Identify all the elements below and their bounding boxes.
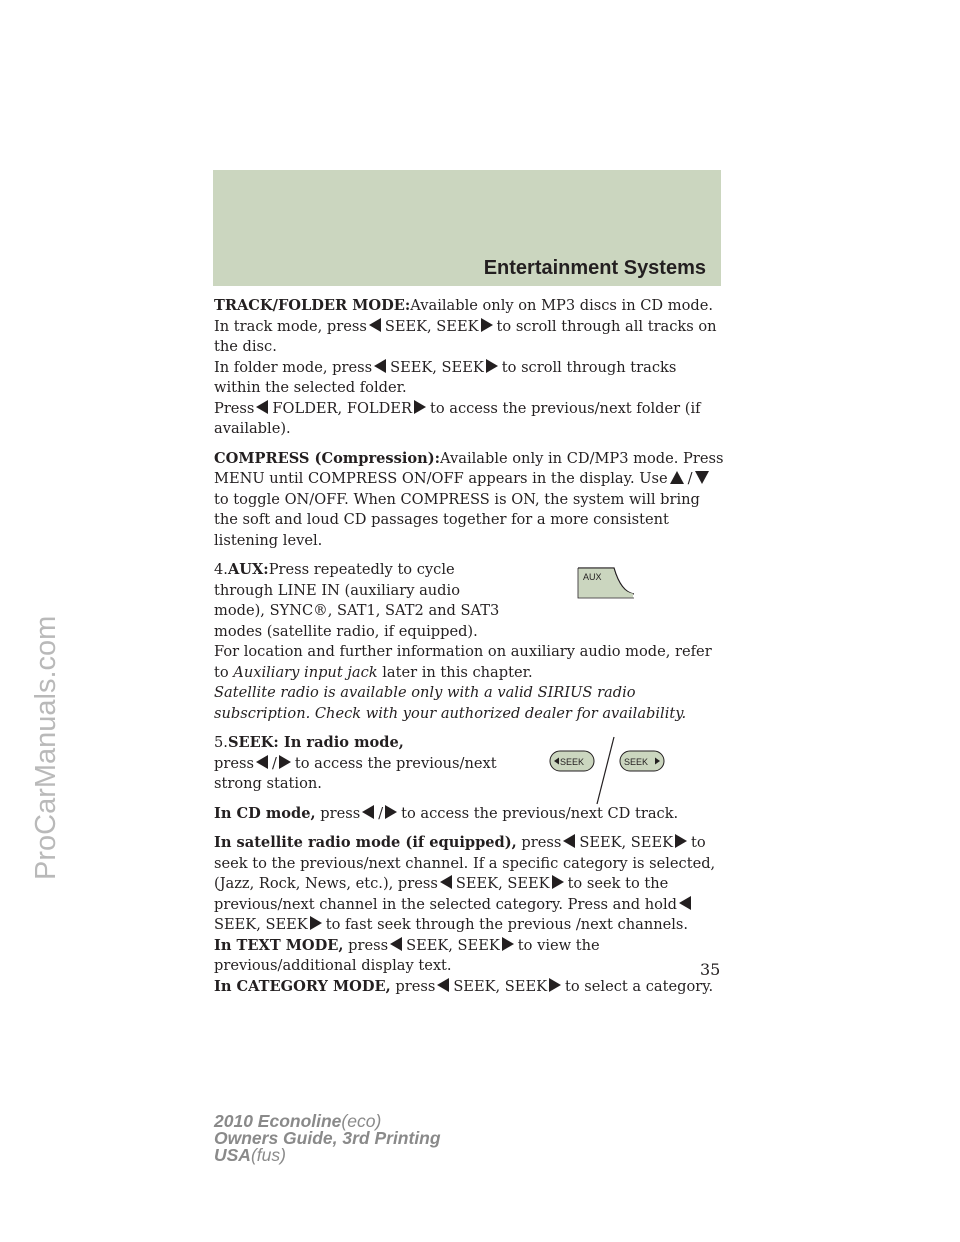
right-arrow-icon [481,318,493,332]
track-folder-intro: TRACK/FOLDER MODE:Available only on MP3 discs in CD mode. [214,297,714,314]
right-arrow-icon [486,359,498,373]
watermark: ProCarManuals.com [30,615,62,880]
compress-heading: COMPRESS (Compression): [214,449,441,467]
right-arrow-icon [502,937,514,951]
up-arrow-icon [670,471,684,484]
seek-cd-text: In CD mode, press / to access the previous/next CD track. [214,804,679,822]
left-arrow-icon [256,755,268,769]
track-folder-heading: TRACK/FOLDER MODE: [214,297,411,314]
page-number: 35 [700,960,721,979]
right-arrow-icon [549,978,561,992]
folder-mode-text: In folder mode, press SEEK, SEEK to scroll through tracks within the selected folder. [214,358,677,396]
left-arrow-icon [362,805,374,819]
left-arrow-icon [679,896,691,910]
right-arrow-icon [385,805,397,819]
right-arrow-icon [279,755,291,769]
aux-input-jack-reference: Auxiliary input jack [233,663,378,681]
footer-model-line: 2010 Econoline(eco) [214,1111,382,1131]
section-header-band [213,170,721,286]
left-arrow-icon [440,875,452,889]
right-arrow-icon [552,875,564,889]
track-mode-text: In track mode, press SEEK, SEEK to scroll through all tracks on the disc. [214,317,717,355]
down-arrow-icon [695,471,709,484]
footer-region-line: USA(fus) [214,1145,286,1165]
seek-buttons-illustration [544,733,669,805]
text-mode-text: In TEXT MODE, press SEEK, SEEK to view the previous/additional display text. [214,936,600,974]
seek-section [214,733,724,824]
aux-text: 4.AUX:Press repeatedly to cycle through LINE IN (auxiliary audio mode), SYNC®, SAT1, SAT2 and SAT3 modes (satellite radio, if equipped). [214,561,500,640]
seek-left-label: SEEK [560,757,585,767]
aux-section [214,560,724,724]
right-arrow-icon [310,916,322,930]
aux-more-text: For location and further information on auxiliary audio mode, refer to Auxiliary input jack later in this chapter. [214,643,712,681]
aux-button-illustration [574,564,634,600]
left-arrow-icon [437,978,449,992]
seek-radio-text: 5.SEEK: In radio mode, press / to access the previous/next strong station. [214,734,497,792]
satellite-note: Satellite radio is available only with a valid SIRIUS radio subscription. Check with your authorized dealer for availability. [214,684,687,722]
folder-press-text: Press FOLDER, FOLDER to access the previous/next folder (if available). [214,399,701,437]
aux-button-label: AUX [583,572,602,582]
satellite-seek-text: In satellite radio mode (if equipped), press SEEK, SEEK to seek to the previous/next channel. If a specific category is selected, (Jazz, Rock, News, etc.), press SEEK, SEEK to seek to the previous/next channel in the selected category. Press and holdSEEK, SEEK to fast seek through the previous /next channels. [214,834,716,933]
left-arrow-icon [369,318,381,332]
section-title: Entertainment Systems [483,257,706,279]
right-arrow-icon [414,400,426,414]
left-arrow-icon [563,834,575,848]
left-arrow-icon [390,937,402,951]
footer-guide-line: Owners Guide, 3rd Printing [214,1128,441,1148]
category-mode-text: In CATEGORY MODE, press SEEK, SEEK to select a category. [214,977,714,995]
left-arrow-icon [256,400,268,414]
compress-paragraph: COMPRESS (Compression):Available only in CD/MP3 mode. Press MENU until COMPRESS ON/OFF appears in the display. Use /to toggle ON/OFF. When COMPRESS is ON, the system will bring the soft and loud CD passages together for a more consistent listening level. [214,449,724,549]
right-arrow-icon [675,834,687,848]
seek-right-label: SEEK [624,757,649,767]
left-arrow-icon [374,359,386,373]
page-content [214,296,724,997]
document-footer [214,1113,441,1164]
